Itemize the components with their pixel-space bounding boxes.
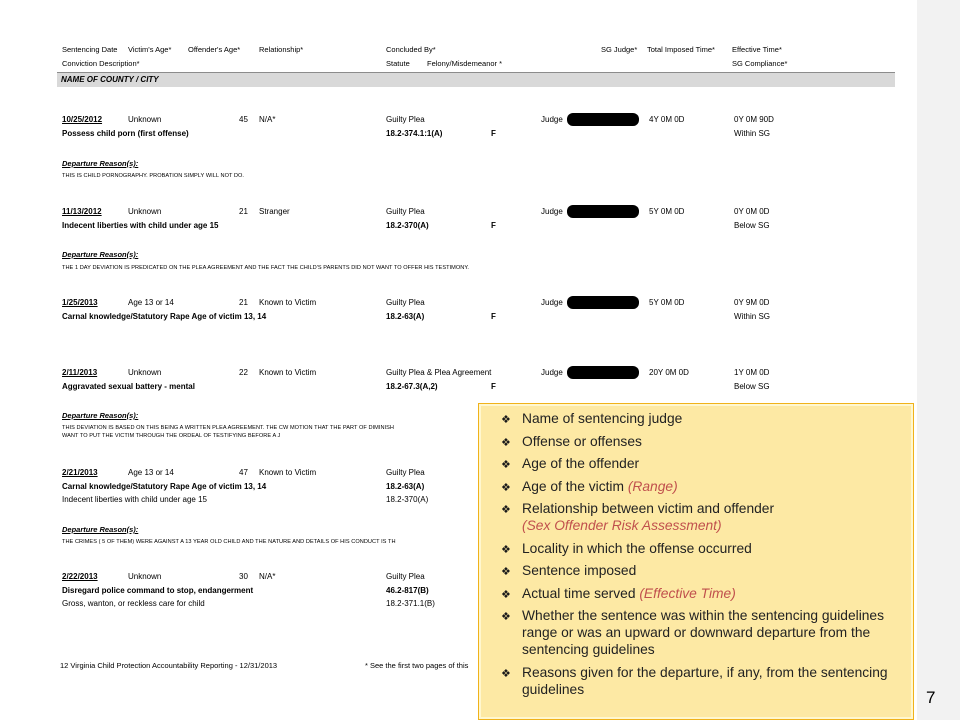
col-conviction-description: Conviction Description*: [62, 59, 140, 68]
record-offense: Carnal knowledge/Statutory Rape Age of victim 13, 14: [62, 482, 267, 491]
departure-label: Departure Reason(s):: [62, 411, 139, 420]
record-statute: 18.2-63(A): [386, 312, 425, 321]
record-imposed: 20Y 0M 0D: [649, 368, 689, 377]
record-victim-age: Unknown: [128, 115, 162, 124]
record-compliance: Below SG: [734, 382, 770, 391]
callout-item: ❖ Name of sentencing judge: [479, 410, 913, 427]
callout-item: ❖ Relationship between victim and offender (Sex Offender Risk Assessment): [501, 501, 775, 533]
record-imposed: 4Y 0M 0D: [649, 115, 685, 124]
page-number: 7: [926, 688, 936, 707]
record-victim-age: Age 13 or 14: [128, 298, 174, 307]
callout-item: ❖ Whether the sentence was within the sentencing guidelines range or was an upward or downward departure from the sentencing guidelines: [501, 608, 885, 657]
record-date: 1/25/2013: [62, 298, 98, 307]
record-date: 2/22/2013: [62, 572, 98, 581]
callout-note: (Effective Time): [639, 585, 736, 601]
record-offender-age: 21: [239, 207, 248, 216]
diamond-bullet-icon: ❖: [501, 459, 511, 471]
diamond-bullet-icon: ❖: [501, 566, 511, 578]
record-offender-age: 30: [239, 572, 248, 581]
record-offense-2: Gross, wanton, or reckless care for child: [62, 599, 205, 608]
diamond-bullet-icon: ❖: [501, 504, 511, 516]
record-concluded-by: Guilty Plea & Plea Agreement: [386, 368, 492, 377]
record-class: F: [491, 312, 496, 321]
record-statute: 18.2-370(A): [386, 221, 429, 230]
redaction-bar: [567, 205, 639, 218]
redaction-bar: [567, 366, 639, 379]
record-victim-age: Unknown: [128, 572, 162, 581]
county-band-label: NAME OF COUNTY / CITY: [61, 75, 159, 84]
record-relationship: N/A*: [259, 572, 276, 581]
departure-label: Departure Reason(s):: [62, 159, 139, 168]
record-class: F: [491, 129, 496, 138]
record-judge: Judge: [541, 207, 563, 216]
record-concluded-by: Guilty Plea: [386, 207, 425, 216]
col-sg-compliance: SG Compliance*: [732, 59, 788, 68]
departure-text: THIS IS CHILD PORNOGRAPHY. PROBATION SIMPLY WILL NOT DO.: [62, 173, 245, 179]
departure-label: Departure Reason(s):: [62, 250, 139, 259]
record-offense-2: Indecent liberties with child under age 15: [62, 495, 207, 504]
record-victim-age: Unknown: [128, 368, 162, 377]
record-offense: Possess child porn (first offense): [62, 129, 189, 138]
diamond-bullet-icon: ❖: [501, 543, 511, 556]
record-statute: 18.2-63(A): [386, 482, 425, 491]
redaction-bar: [567, 296, 639, 309]
redaction-bar: [567, 113, 639, 126]
record-concluded-by: Guilty Plea: [386, 572, 425, 581]
departure-text: THE 1 DAY DEVIATION IS PREDICATED ON THE PLEA AGREEMENT AND THE FACT THE CHILD'S PARENTS DID NOT WANT TO OFFER HIS TESTIMONY.: [62, 265, 470, 271]
record-imposed: 5Y 0M 0D: [649, 298, 685, 307]
col-relationship: Relationship*: [259, 45, 304, 54]
record-date: 2/21/2013: [62, 468, 98, 477]
callout-item: ❖ Age of the offender: [479, 455, 913, 472]
callout-box: [478, 403, 914, 720]
record-effective: 0Y 9M 0D: [734, 298, 770, 307]
record-offense: Carnal knowledge/Statutory Rape Age of victim 13, 14: [62, 312, 267, 321]
record-statute: 46.2-817(B): [386, 586, 429, 595]
callout-list: [479, 404, 913, 698]
record-effective: 0Y 0M 90D: [734, 115, 774, 124]
record-relationship: Known to Victim: [259, 298, 317, 307]
record-concluded-by: Guilty Plea: [386, 115, 425, 124]
col-statute: Statute: [386, 59, 410, 68]
record-imposed: 5Y 0M 0D: [649, 207, 685, 216]
departure-text-2: WANT TO PUT THE VICTIM THROUGH THE ORDEAL OF TESTIFYING BEFORE A J: [62, 433, 281, 439]
record-offender-age: 22: [239, 368, 248, 377]
col-felony-misdemeanor: Felony/Misdemeanor *: [427, 59, 503, 68]
col-concluded-by: Concluded By*: [386, 45, 436, 54]
record-offense: Aggravated sexual battery - mental: [62, 382, 195, 391]
record-relationship: Known to Victim: [259, 368, 317, 377]
record-statute-2: 18.2-370(A): [386, 495, 429, 504]
record-class: F: [491, 382, 496, 391]
col-victims-age: Victim's Age*: [128, 45, 172, 54]
record-offense: Indecent liberties with child under age 15: [62, 221, 219, 230]
callout-item: ❖ Sentence imposed: [479, 562, 913, 579]
record-statute: 18.2-374.1:1(A): [386, 129, 443, 138]
record-statute: 18.2-67.3(A,2): [386, 382, 438, 391]
callout-item: ❖ Actual time served (Effective Time): [479, 585, 913, 602]
record-judge: Judge: [541, 298, 563, 307]
record-offender-age: 47: [239, 468, 248, 477]
record-offender-age: 21: [239, 298, 248, 307]
diamond-bullet-icon: ❖: [501, 414, 511, 426]
callout-item: ❖ Age of the victim (Range): [479, 478, 913, 495]
record-concluded-by: Guilty Plea: [386, 468, 425, 477]
callout-item: ❖ Locality in which the offense occurred: [479, 540, 913, 557]
callout-item: ❖ Offense or offenses: [479, 433, 913, 450]
footer-left: 12 Virginia Child Protection Accountability Reporting - 12/31/2013: [60, 661, 278, 670]
county-band: [57, 72, 895, 87]
record-judge: Judge: [541, 115, 563, 124]
record-offense: Disregard police command to stop, endangerment: [62, 586, 254, 595]
right-margin-bar: [917, 0, 960, 720]
record-effective: 1Y 0M 0D: [734, 368, 770, 377]
col-sentencing-date: Sentencing Date: [62, 45, 118, 54]
record-date: 11/13/2012: [62, 207, 102, 216]
record-compliance: Within SG: [734, 312, 771, 321]
departure-label: Departure Reason(s):: [62, 525, 139, 534]
callout-note: (Range): [627, 478, 678, 494]
col-effective-time: Effective Time*: [732, 45, 782, 54]
record-offender-age: 45: [239, 115, 248, 124]
record-date: 10/25/2012: [62, 115, 103, 124]
diamond-bullet-icon: ❖: [501, 667, 511, 680]
col-sg-judge: SG Judge*: [601, 45, 638, 54]
record-date: 2/11/2013: [62, 368, 98, 377]
record-concluded-by: Guilty Plea: [386, 298, 425, 307]
record-victim-age: Unknown: [128, 207, 162, 216]
col-offenders-age: Offender's Age*: [188, 45, 241, 54]
record-relationship: N/A*: [259, 115, 276, 124]
record-compliance: Below SG: [734, 221, 770, 230]
callout-item: ❖ Reasons given for the departure, if any, from the sentencing guidelines: [501, 664, 888, 697]
record-relationship: Known to Victim: [259, 468, 317, 477]
footer-right: * See the first two pages of this: [365, 661, 469, 670]
diamond-bullet-icon: ❖: [501, 481, 511, 494]
record-judge: Judge: [541, 368, 563, 377]
record-statute-2: 18.2-371.1(B): [386, 599, 435, 608]
departure-text: THE CRIMES ( 5 OF THEM) WERE AGAINST A 13 YEAR OLD CHILD AND THE NATURE AND DETAILS OF HIS CONDUCT IS TH: [62, 539, 396, 545]
diamond-bullet-icon: ❖: [501, 611, 511, 623]
record-effective: 0Y 0M 0D: [734, 207, 770, 216]
record-compliance: Within SG: [734, 129, 771, 138]
record-victim-age: Age 13 or 14: [128, 468, 174, 477]
callout-note: (Sex Offender Risk Assessment): [522, 518, 722, 533]
col-total-imposed-time: Total Imposed Time*: [647, 45, 715, 54]
diamond-bullet-icon: ❖: [501, 588, 511, 601]
record-relationship: Stranger: [259, 207, 290, 216]
departure-text: THIS DEVIATION IS BASED ON THIS BEING A WRITTEN PLEA AGREEMENT. THE CW MOTION THAT THE PART OF DIMINISH: [62, 425, 395, 431]
record-class: F: [491, 221, 496, 230]
diamond-bullet-icon: ❖: [501, 436, 511, 449]
